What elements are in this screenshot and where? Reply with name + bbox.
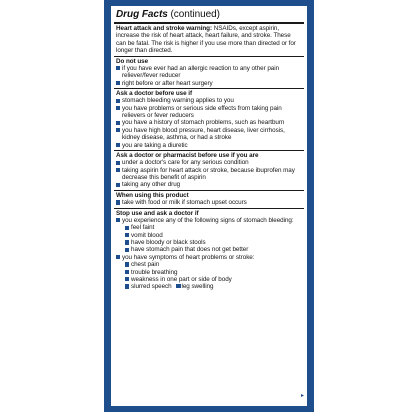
bullet-square-icon <box>125 262 129 266</box>
stop-use-heading: Stop use and ask a doctor if <box>116 209 199 217</box>
sub-list-item: vomit blood <box>116 232 302 239</box>
section-divider <box>114 150 304 151</box>
title-main: Drug Facts <box>116 9 168 20</box>
list-item: you have a history of stomach problems, such as heartburn <box>116 119 302 126</box>
bullet-square-icon <box>116 121 120 125</box>
list-item: you have high blood pressure, heart disease, liver cirrhosis, kidney disease, asthma, or had a stroke <box>116 127 302 142</box>
sub-list-item: weakness in one part or side of body <box>116 276 302 283</box>
drug-facts-panel <box>104 0 314 412</box>
bullet-square-icon <box>116 106 120 110</box>
when-using-section <box>116 192 302 207</box>
bullet-square-icon <box>116 255 120 259</box>
ask-pharmacist-section <box>116 152 302 189</box>
list-item: taking any other drug <box>116 181 302 188</box>
sub-list-item: chest pain <box>116 261 302 268</box>
list-item: if you have ever had an allergic reaction to any other pain reliever/fever reducer <box>116 65 302 80</box>
title-divider <box>114 22 304 24</box>
list-item: you have problems or serious side effects from taking pain relievers or fever reducers <box>116 105 302 120</box>
bullet-square-icon <box>116 218 120 222</box>
bullet-square-icon <box>116 99 120 103</box>
bullet-square-icon <box>125 284 129 288</box>
bullet-square-icon <box>125 270 129 274</box>
section-divider <box>114 88 304 89</box>
sub-list-item: have stomach pain that does not get better <box>116 246 302 253</box>
list-item: under a doctor's care for any serious condition <box>116 159 302 166</box>
when-using-heading: When using this product <box>116 191 189 199</box>
section-divider <box>114 190 304 191</box>
list-item: taking aspirin for heart attack or stroke, because ibuprofen may decrease this benefit of aspirin <box>116 167 302 182</box>
ask-doctor-section <box>116 90 302 149</box>
list-item: right before or after heart surgery <box>116 80 302 87</box>
list-item: stomach bleeding warning applies to you <box>116 97 302 104</box>
do-not-use-heading: Do not use <box>116 57 149 65</box>
bullet-square-icon <box>125 240 129 244</box>
list-item: you have symptoms of heart problems or stroke: <box>116 254 302 261</box>
bullet-square-icon <box>176 284 180 288</box>
list-item: you experience any of the following signs of stomach bleeding: <box>116 217 302 224</box>
ask-pharmacist-heading: Ask a doctor or pharmacist before use if you are <box>116 152 259 160</box>
heart-attack-warning <box>116 25 302 54</box>
title-continued: (continued) <box>170 9 220 20</box>
stop-use-section <box>116 210 302 291</box>
bullet-square-icon <box>125 233 129 237</box>
bullet-square-icon <box>125 248 129 252</box>
sub-list-item: trouble breathing <box>116 269 302 276</box>
bullet-square-icon <box>116 66 120 70</box>
bullet-square-icon <box>116 168 120 172</box>
continue-arrow-icon: ▸ <box>301 392 304 399</box>
bullet-square-icon <box>116 81 120 85</box>
bullet-square-icon <box>116 161 120 165</box>
bullet-square-icon <box>116 143 120 147</box>
bullet-square-icon <box>116 128 120 132</box>
section-divider <box>114 208 304 209</box>
sub-list-item: feel faint <box>116 224 302 231</box>
bullet-square-icon <box>116 200 120 204</box>
bullet-square-icon <box>116 183 120 187</box>
sub-list-item: slurred speech leg swelling <box>116 283 302 290</box>
drug-facts-content <box>111 6 307 406</box>
ask-doctor-heading: Ask a doctor before use if <box>116 90 193 98</box>
warning-heading: Heart attack and stroke warning: <box>116 25 213 32</box>
bullet-square-icon <box>125 226 129 230</box>
sub-list-item: have bloody or black stools <box>116 239 302 246</box>
warning-text: NSAIDs, except aspirin, increase the risk of heart attack, heart failure, and stroke. These can be fatal. The risk is higher if you use more than directed or for longer than directed. <box>116 25 296 55</box>
do-not-use-section <box>116 58 302 87</box>
drug-facts-title <box>116 9 302 21</box>
section-divider <box>114 56 304 57</box>
bullet-square-icon <box>125 277 129 281</box>
list-item: you are taking a diuretic <box>116 142 302 149</box>
list-item: take with food or milk if stomach upset occurs <box>116 199 302 206</box>
